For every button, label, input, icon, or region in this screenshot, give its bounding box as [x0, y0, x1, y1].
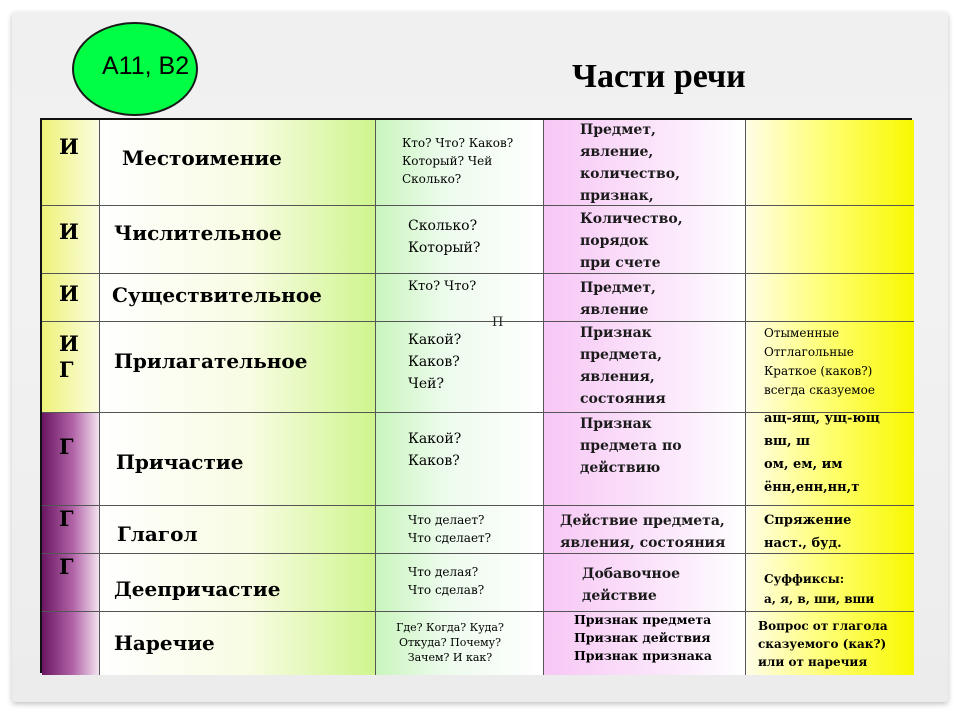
- questions-text: Что делает? Что сделает?: [408, 513, 492, 545]
- meaning-text: Добавочное действие: [582, 566, 680, 604]
- notes-text: ащ-ящ, ущ-ющ вш, ш ом, ем, им ённ,енн,нн,т: [764, 413, 880, 495]
- notes-text: Вопрос от глагола сказуемого (как?) или от наречия: [758, 619, 888, 669]
- table-cell-notes: [746, 322, 914, 413]
- table-cell-meaning: [544, 554, 746, 612]
- table-cell-meaning: [544, 206, 746, 274]
- parts-of-speech-table: [40, 118, 912, 673]
- table-cell-name: [100, 554, 376, 612]
- questions-text: Кто? Что?: [408, 279, 477, 294]
- meaning-text: Предмет, явление: [580, 280, 656, 318]
- table-cell-meaning: [544, 322, 746, 413]
- part-of-speech-name: Местоимение: [122, 146, 282, 170]
- table-cell-questions: [376, 554, 544, 612]
- table-cell-name: [100, 322, 376, 413]
- questions-text: Какой? Каков?: [408, 431, 462, 469]
- table-cell-notes: [746, 120, 914, 206]
- meaning-text: Признак предмета по действию: [580, 416, 682, 476]
- table-cell-letter: [42, 274, 100, 322]
- questions-text: Где? Когда? Куда? Откуда? Почему? Зачем? И как?: [396, 621, 504, 664]
- table-cell-meaning: [544, 612, 746, 675]
- questions-text: Кто? Что? Каков? Который? Чей Сколько?: [402, 136, 514, 186]
- letter-label: И: [59, 134, 79, 159]
- part-of-speech-name: Существительное: [112, 283, 322, 307]
- part-of-speech-name: Причастие: [116, 450, 244, 474]
- table-cell-letter: [42, 322, 100, 413]
- table-cell-notes: [746, 554, 914, 612]
- table-cell-questions: [376, 274, 544, 322]
- part-of-speech-name: Наречие: [114, 631, 215, 655]
- table-cell-letter: [42, 506, 100, 554]
- section-badge-label: A11, B2: [102, 52, 190, 80]
- table-cell-questions: [376, 206, 544, 274]
- questions-text: Сколько? Который?: [408, 218, 481, 256]
- notes-text: Спряжение наст., буд.: [764, 513, 852, 551]
- meaning-text: Действие предмета, явления, состояния: [560, 513, 726, 551]
- table-cell-name: [100, 120, 376, 206]
- meaning-text: Количество, порядок при счете: [580, 211, 683, 271]
- stray-marker: П: [492, 315, 504, 330]
- meaning-text: Предмет, явление, количество, признак,: [580, 122, 680, 204]
- letter-label: И Г: [59, 331, 79, 382]
- questions-text: Что делая? Что сделав?: [408, 565, 485, 597]
- table-cell-questions: [376, 612, 544, 675]
- part-of-speech-name: Числительное: [114, 221, 282, 245]
- table-cell-notes: [746, 506, 914, 554]
- table-cell-name: [100, 612, 376, 675]
- table-cell-name: [100, 413, 376, 506]
- table-cell-letter: [42, 612, 100, 675]
- table-cell-letter: [42, 120, 100, 206]
- table-cell-notes: [746, 206, 914, 274]
- part-of-speech-name: Глагол: [117, 522, 198, 546]
- table-cell-name: [100, 274, 376, 322]
- table-cell-meaning: [544, 120, 746, 206]
- table-cell-meaning: [544, 506, 746, 554]
- part-of-speech-name: Прилагательное: [114, 349, 308, 373]
- table-cell-questions: [376, 506, 544, 554]
- table-cell-name: [100, 506, 376, 554]
- letter-label: И: [59, 281, 79, 306]
- table-cell-questions: [376, 120, 544, 206]
- table-cell-notes: [746, 413, 914, 506]
- table-cell-questions: [376, 413, 544, 506]
- part-of-speech-name: Деепричастие: [114, 577, 281, 601]
- table-cell-questions: [376, 322, 544, 413]
- notes-text: Суффиксы: а, я, в, ши, вши: [764, 572, 875, 606]
- notes-text: Отыменные Отглагольные Краткое (каков?) всегда сказуемое: [764, 326, 875, 397]
- meaning-text: Признак предмета Признак действия Признак признака: [574, 612, 712, 663]
- table-cell-meaning: [544, 274, 746, 322]
- table-cell-name: [100, 206, 376, 274]
- table-cell-letter: [42, 554, 100, 612]
- table-cell-meaning: [544, 413, 746, 506]
- letter-label: Г: [59, 434, 74, 459]
- questions-text: Какой? Каков? Чей?: [408, 332, 462, 392]
- letter-label: И: [59, 219, 79, 244]
- letter-label: Г: [59, 554, 74, 579]
- table-cell-letter: [42, 413, 100, 506]
- slide-title: Части речи: [572, 58, 746, 95]
- table-cell-letter: [42, 206, 100, 274]
- letter-label: Г: [59, 506, 74, 531]
- meaning-text: Признак предмета, явления, состояния: [580, 325, 666, 407]
- table-cell-notes: [746, 612, 914, 675]
- table-cell-notes: [746, 274, 914, 322]
